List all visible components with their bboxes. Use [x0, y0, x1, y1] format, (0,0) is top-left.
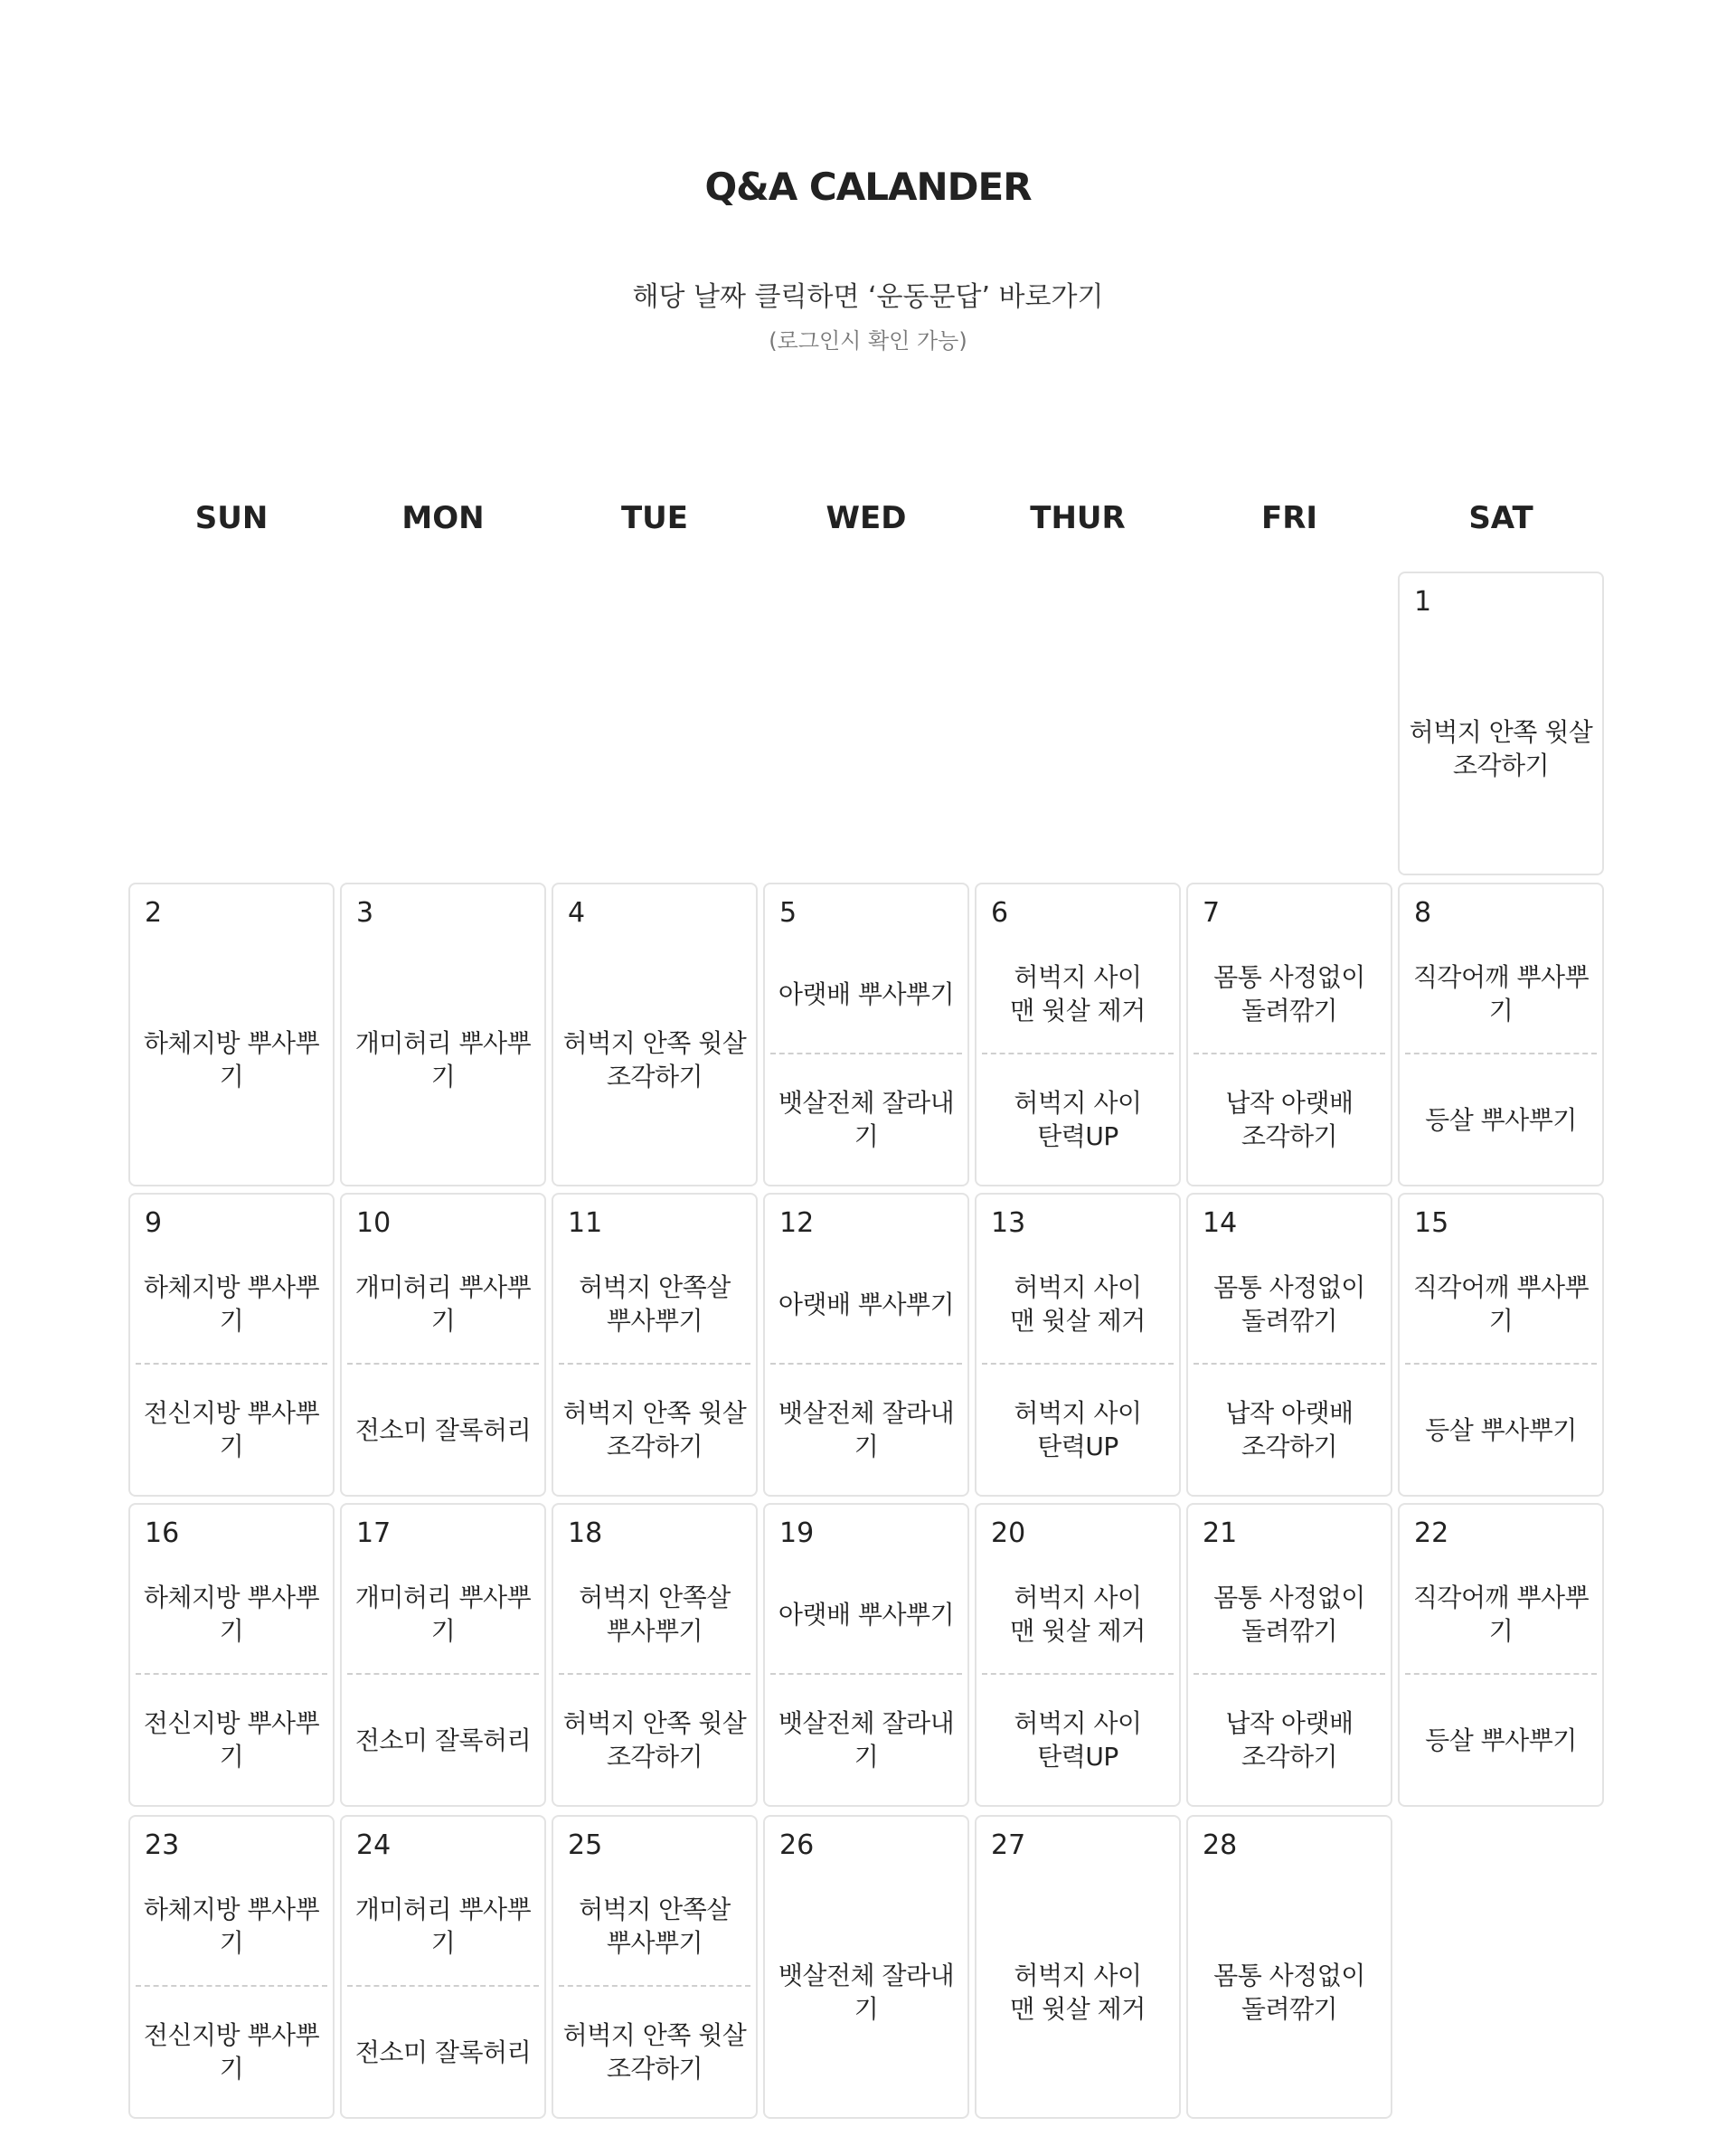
workout-topic-primary[interactable]: 아랫배 뿌사뿌기 [770, 1555, 962, 1675]
workout-topic-secondary[interactable]: 등살 뿌사뿌기 [1425, 1725, 1577, 1755]
calendar-day-25[interactable] [552, 1815, 758, 2119]
day-number: 21 [1203, 1517, 1238, 1549]
day-number: 3 [356, 897, 374, 929]
calendar-day-4[interactable] [552, 883, 758, 1186]
day-number: 2 [145, 897, 163, 929]
workout-topic-secondary[interactable]: 납작 아랫배 조각하기 [1225, 1708, 1354, 1772]
day-number: 8 [1414, 897, 1432, 929]
workout-topic[interactable]: 개미허리 뿌사뿌기 [354, 1028, 532, 1092]
weekday-tue: TUE [620, 500, 689, 536]
workout-topic-secondary[interactable]: 전신지방 뿌사뿌기 [143, 1398, 320, 1461]
workout-topic-primary[interactable]: 직각어깨 뿌사뿌기 [1405, 935, 1597, 1054]
workout-topic-secondary[interactable]: 허벅지 안쪽 윗살 조각하기 [562, 2020, 747, 2084]
day-number: 22 [1414, 1517, 1449, 1549]
workout-topic-secondary[interactable]: 등살 뿌사뿌기 [1425, 1104, 1577, 1135]
day-number: 1 [1414, 586, 1432, 618]
day-number: 6 [991, 897, 1009, 929]
weekday-sun: SUN [194, 500, 269, 536]
workout-topic-secondary[interactable]: 납작 아랫배 조각하기 [1225, 1398, 1354, 1461]
weekday-wed: WED [826, 500, 907, 536]
calendar-day-23[interactable] [128, 1815, 335, 2119]
workout-topic[interactable]: 허벅지 안쪽 윗살 조각하기 [562, 1028, 747, 1092]
day-number: 10 [356, 1207, 392, 1239]
workout-topic-secondary[interactable]: 뱃살전체 잘라내기 [778, 1708, 955, 1772]
page-title: Q&A CALANDER [704, 165, 1032, 209]
workout-topic-secondary[interactable]: 뱃살전체 잘라내기 [778, 1088, 955, 1151]
workout-topic-primary[interactable]: 직각어깨 뿌사뿌기 [1405, 1555, 1597, 1675]
workout-topic-primary[interactable]: 몸통 사정없이 돌려깎기 [1194, 1555, 1385, 1675]
calendar-day-9[interactable] [128, 1193, 335, 1497]
workout-topic-primary[interactable]: 허벅지 안쪽살 뿌사뿌기 [559, 1245, 750, 1365]
day-number: 17 [356, 1517, 392, 1549]
calendar-day-20[interactable] [975, 1503, 1181, 1807]
workout-topic-secondary[interactable]: 허벅지 사이 탄력UP [1014, 1398, 1142, 1461]
login-note: (로그인시 확인 가능) [769, 328, 967, 354]
workout-topic-secondary[interactable]: 허벅지 사이 탄력UP [1014, 1088, 1142, 1151]
workout-topic-primary[interactable]: 아랫배 뿌사뿌기 [770, 1245, 962, 1365]
weekday-thur: THUR [1030, 500, 1126, 536]
workout-topic-primary[interactable]: 몸통 사정없이 돌려깎기 [1194, 935, 1385, 1054]
day-number: 11 [568, 1207, 603, 1239]
workout-topic-primary[interactable]: 허벅지 사이 맨 윗살 제거 [982, 1245, 1174, 1365]
calendar-day-13[interactable] [975, 1193, 1181, 1497]
workout-topic-secondary[interactable]: 등살 뿌사뿌기 [1425, 1414, 1577, 1445]
day-number: 16 [145, 1517, 180, 1549]
weekday-sat: SAT [1468, 500, 1533, 536]
workout-topic-primary[interactable]: 직각어깨 뿌사뿌기 [1405, 1245, 1597, 1365]
workout-topic-secondary[interactable]: 전소미 잘록허리 [354, 2037, 532, 2067]
calendar-day-18[interactable] [552, 1503, 758, 1807]
calendar-day-12[interactable] [763, 1193, 969, 1497]
workout-topic-primary[interactable]: 개미허리 뿌사뿌기 [347, 1867, 539, 1987]
calendar-day-11[interactable] [552, 1193, 758, 1497]
day-number: 23 [145, 1829, 180, 1861]
workout-topic[interactable]: 몸통 사정없이 돌려깎기 [1213, 1961, 1365, 2024]
workout-topic-primary[interactable]: 허벅지 안쪽살 뿌사뿌기 [559, 1867, 750, 1987]
day-number: 26 [779, 1829, 815, 1861]
day-number: 18 [568, 1517, 603, 1549]
calendar-day-5[interactable] [763, 883, 969, 1186]
workout-topic-secondary[interactable]: 허벅지 안쪽 윗살 조각하기 [562, 1398, 747, 1461]
workout-topic-primary[interactable]: 하체지방 뿌사뿌기 [136, 1867, 327, 1987]
day-number: 27 [991, 1829, 1026, 1861]
calendar-day-15[interactable] [1398, 1193, 1604, 1497]
calendar-day-16[interactable] [128, 1503, 335, 1807]
day-number: 5 [779, 897, 797, 929]
workout-topic[interactable]: 허벅지 사이 맨 윗살 제거 [1010, 1961, 1146, 2024]
workout-topic[interactable]: 허벅지 안쪽 윗살 조각하기 [1409, 717, 1593, 780]
workout-topic-secondary[interactable]: 전신지방 뿌사뿌기 [143, 1708, 320, 1772]
calendar-day-28[interactable] [1186, 1815, 1392, 2119]
workout-topic-secondary[interactable]: 전소미 잘록허리 [354, 1725, 532, 1755]
workout-topic-secondary[interactable]: 뱃살전체 잘라내기 [778, 1398, 955, 1461]
day-number: 20 [991, 1517, 1026, 1549]
day-number: 15 [1414, 1207, 1449, 1239]
page-subtitle: 해당 날짜 클릭하면 ‘운동문답’ 바로가기 [632, 281, 1104, 313]
calendar-day-14[interactable] [1186, 1193, 1392, 1497]
calendar-day-22[interactable] [1398, 1503, 1604, 1807]
day-number: 19 [779, 1517, 815, 1549]
day-number: 28 [1203, 1829, 1238, 1861]
day-number: 4 [568, 897, 586, 929]
calendar-day-3[interactable] [340, 883, 546, 1186]
weekday-mon: MON [401, 500, 485, 536]
calendar-day-2[interactable] [128, 883, 335, 1186]
workout-topic-primary[interactable]: 개미허리 뿌사뿌기 [347, 1555, 539, 1675]
calendar-day-26[interactable] [763, 1815, 969, 2119]
calendar-day-24[interactable] [340, 1815, 546, 2119]
calendar-day-27[interactable] [975, 1815, 1181, 2119]
day-number: 14 [1203, 1207, 1238, 1239]
workout-topic-secondary[interactable]: 전신지방 뿌사뿌기 [143, 2020, 320, 2084]
workout-topic-secondary[interactable]: 허벅지 사이 탄력UP [1014, 1708, 1142, 1772]
calendar-day-19[interactable] [763, 1503, 969, 1807]
day-number: 7 [1203, 897, 1221, 929]
workout-topic-secondary[interactable]: 납작 아랫배 조각하기 [1225, 1088, 1354, 1151]
weekday-fri: FRI [1260, 500, 1318, 536]
workout-topic-primary[interactable]: 허벅지 사이 맨 윗살 제거 [982, 1555, 1174, 1675]
calendar-day-6[interactable] [975, 883, 1181, 1186]
calendar-day-17[interactable] [340, 1503, 546, 1807]
workout-topic[interactable]: 하체지방 뿌사뿌기 [143, 1028, 320, 1092]
workout-topic-secondary[interactable]: 전소미 잘록허리 [354, 1414, 532, 1445]
workout-topic-primary[interactable]: 아랫배 뿌사뿌기 [770, 935, 962, 1054]
calendar-day-10[interactable] [340, 1193, 546, 1497]
workout-topic-primary[interactable]: 하체지방 뿌사뿌기 [136, 1555, 327, 1675]
calendar-day-7[interactable] [1186, 883, 1392, 1186]
day-number: 13 [991, 1207, 1026, 1239]
day-number: 9 [145, 1207, 163, 1239]
workout-topic-secondary[interactable]: 허벅지 안쪽 윗살 조각하기 [562, 1708, 747, 1772]
workout-topic-primary[interactable]: 허벅지 사이 맨 윗살 제거 [982, 935, 1174, 1054]
workout-topic-primary[interactable]: 개미허리 뿌사뿌기 [347, 1245, 539, 1365]
day-number: 25 [568, 1829, 603, 1861]
day-number: 24 [356, 1829, 392, 1861]
calendar-day-21[interactable] [1186, 1503, 1392, 1807]
calendar-day-8[interactable] [1398, 883, 1604, 1186]
workout-topic-primary[interactable]: 하체지방 뿌사뿌기 [136, 1245, 327, 1365]
workout-topic-primary[interactable]: 허벅지 안쪽살 뿌사뿌기 [559, 1555, 750, 1675]
workout-topic[interactable]: 뱃살전체 잘라내기 [778, 1961, 955, 2024]
day-number: 12 [779, 1207, 815, 1239]
workout-topic-primary[interactable]: 몸통 사정없이 돌려깎기 [1194, 1245, 1385, 1365]
calendar-day-1[interactable] [1398, 572, 1604, 875]
